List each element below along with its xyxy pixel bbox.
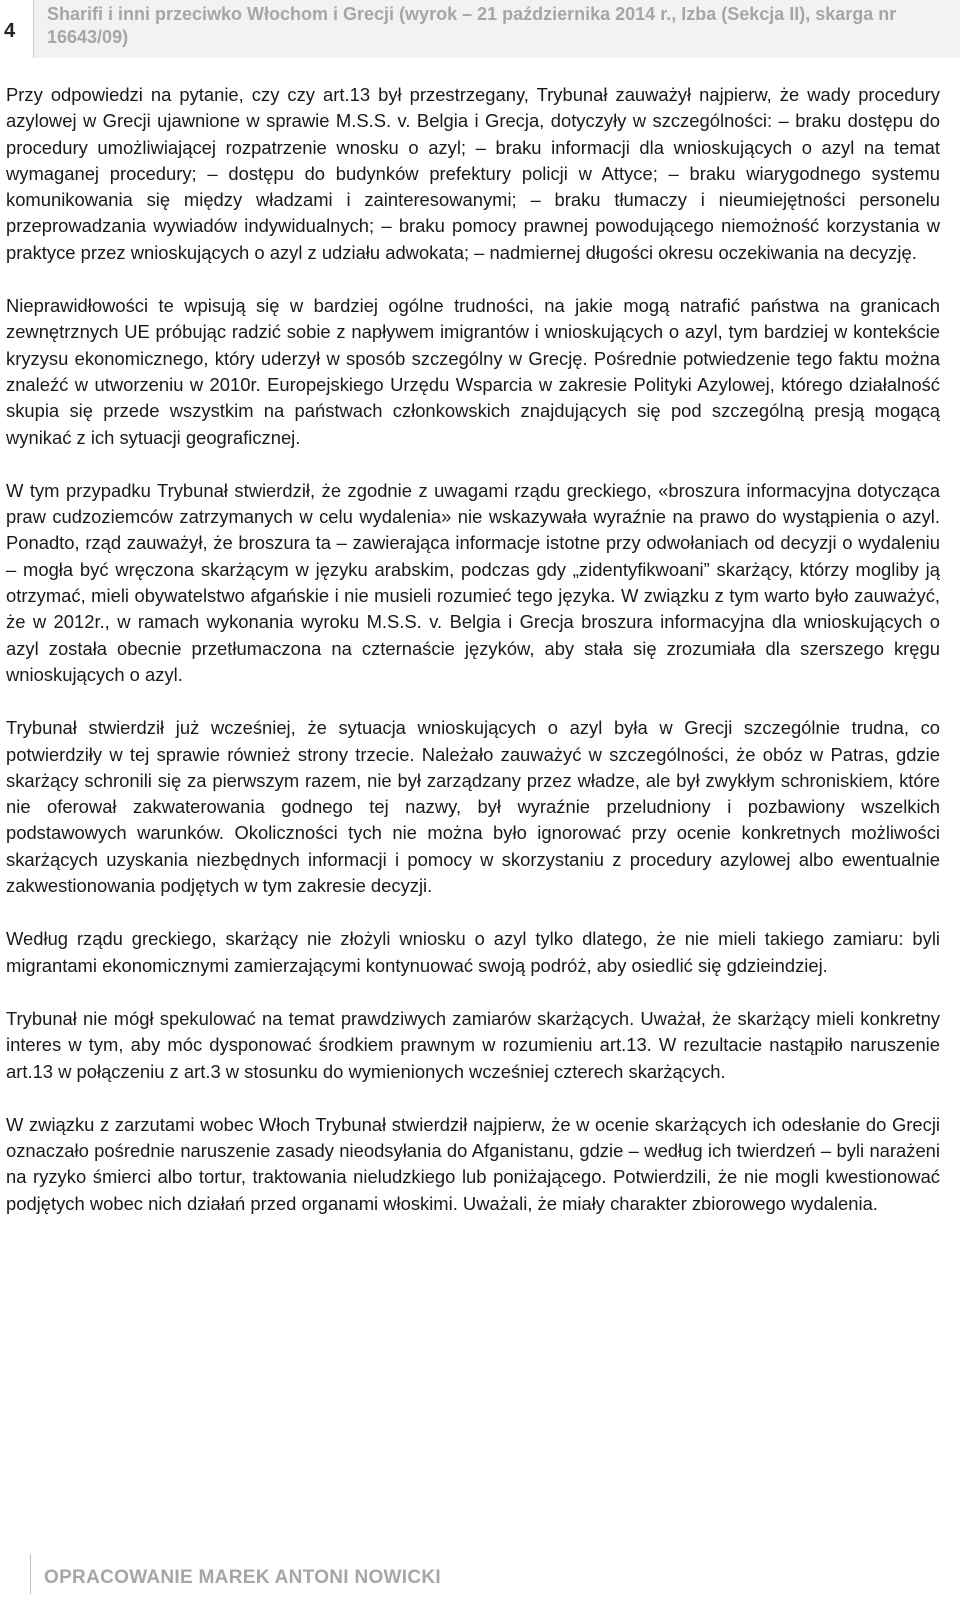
- paragraph-7: W związku z zarzutami wobec Włoch Trybunał stwierdził najpierw, że w ocenie skarżących ich odesłanie do Grecji oznaczało pośrednie naruszenie zasady nieodsyłania do Afganistanu, gdzie – według ich twierdzeń – byli narażeni na ryzyko śmierci albo tortur, traktowania nieludzkiego lub poniżającego. Potwierdzili, że nie mogli kwestionować podjętych wobec nich działań przed organami włoskimi. Uważali, że miały charakter zbiorowego wydalenia.: [6, 1113, 940, 1214]
- paragraph-5: Według rządu greckiego, skarżący nie złożyli wniosku o azyl tylko dlatego, że nie mieli takiego zamiaru: byli migrantami ekonomicznymi zamierzającymi kontynuować swoją podróż, aby osiedlić się gdzieindziej.: [6, 928, 940, 976]
- paragraph-2: Nieprawidłowości te wpisują się w bardziej ogólne trudności, na jakie mogą natrafić państwa na granicach zewnętrznych UE próbując radzić sobie z napływem imigrantów i wnioskujących o azyl, tym bardziej w kontekście kryzysu ekonomicznego, który uderzył w sposób szczególny w Grecję. Pośrednie potwiedzenie tego faktu można znaleźć w utworzeniu w 2010r. Europejskiego Urzędu Wsparcia w zakresie Polityki Azylowej, którego działalność skupia się przede wszystkim na państwach członkowskich znajdujących się pod szczególną presją mogącą wynikać z ich sytuacji geograficznej.: [6, 295, 940, 448]
- header-title: Sharifi i inni przeciwko Włochom i Grecji (wyrok – 21 października 2014 r., Izba (Sekcja II), skarga nr 16643/09): [47, 4, 897, 47]
- paragraph-3: W tym przypadku Trybunał stwierdził, że zgodnie z uwagami rządu greckiego, «broszura informacyjna dotycząca praw cudzoziemców zatrzymanych w celu wydalenia» nie wskazywała wyraźnie na prawo do wystąpienia o azyl. Ponadto, rząd zauważył, że broszura ta – zawierająca informacje istotne przy odwołaniach od decyzji o wydaleniu – mogła być wręczona skarżącym w języku arabskim, podczas gdy „zidentyfikwoani” skarżący, którzy mogliby ją otrzymać, mieli obywatelstwo afgańskie i nie musieli rozumieć tego języka. W związku z tym warto było zauważyć, że w 2012r., w ramach wykonania wyroku M.S.S. v. Belgia i Grecja broszura informacyjna dla wnioskujących o azyl została obecnie przetłumaczona na czternaście języków, aby stała się zrozumiała dla szerszego kręgu wnioskujących o azyl.: [6, 479, 940, 685]
- paragraph-1: Przy odpowiedzi na pytanie, czy czy art.13 był przestrzegany, Trybunał zauważył najpierw, że wady procedury azylowej w Grecji ujawnione w sprawie M.S.S. v. Belgia i Grecja, dotyczyły w szczególności: – braku dostępu do procedury umożliwiającej rozpatrzenie wnosku o azyl; – braku informacji dla wnioskujących o azyl na temat wymaganej procedury; – dostępu do budynków prefektury policji w Attyce; – braku wiarygodnego systemu komunikowania się między władzami i zainteresowanymi; – braku tłumaczy i nieumiejętności personelu przeprowadzania wywiadów indywidualnych; – braku pomocy prawnej powodującego niemożność korzystania w praktyce przez wnioskujących o azyl z udziału adwokata; – nadmiernej długości okresu oczekiwania na decyzję.: [6, 84, 940, 263]
- paragraph-6: Trybunał nie mógł spekulować na temat prawdziwych zamiarów skarżących. Uważał, że skarżący mieli konkretny interes w tym, aby móc dysponować środkiem prawnym w rozumieniu art.13. W rezultacie nastąpiło naruszenie art.13 w połączeniu z art.3 w stosunku do wymienionych wcześniej czterech skarżących.: [6, 1007, 940, 1082]
- paragraph-4: Trybunał stwierdził już wcześniej, że sytuacja wnioskujących o azyl była w Grecji szczególnie trudna, co potwierdziły w tej sprawie również strony trzecie. Należało zauważyć w szczególności, że obóz w Patras, gdzie skarżący schronili się za pierwszym razem, nie był zarządzany przez władze, ale był zwykłym schroniskiem, które nie oferował zakwaterowania godnego tej nazwy, był wyraźnie przeludniony i pozbawiony wszelkich podstawowych warunków. Okoliczności tych nie można było ignorować przy ocenie konkretnych możliwości skarżących uzyskania niezbędnych informacji i pomocy w skorzystaniu z procedury azylowej albo ewentualnie zakwestionowania podjętych w tym zakresie decyzji.: [6, 717, 940, 897]
- page-number: 4: [4, 20, 16, 42]
- document-body: [6, 82, 940, 1244]
- page-header: [0, 0, 960, 68]
- page-footer: [0, 1548, 960, 1597]
- footer-credit: OPRACOWANIE MAREK ANTONI NOWICKI: [44, 1567, 441, 1588]
- footer-divider: [30, 1554, 31, 1594]
